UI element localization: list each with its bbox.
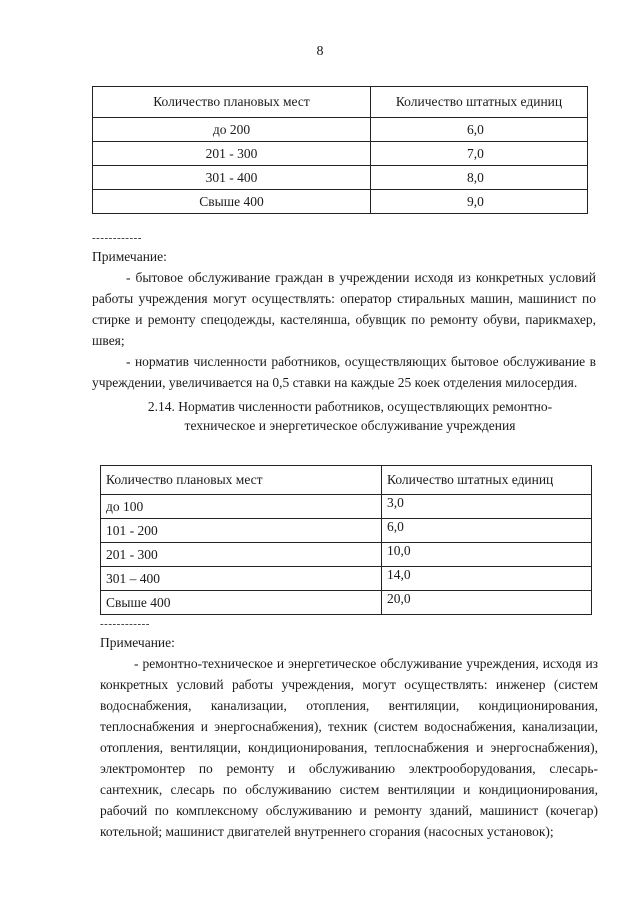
table-row [101, 591, 592, 615]
cell-staff-units: 8,0 [371, 166, 588, 190]
note-title: Примечание: [92, 249, 167, 264]
section-heading: 2.14. Норматив численности работников, осуществляющих ремонтно-техническое и энергетическое обслуживание учреждения [147, 399, 553, 433]
cell-staff-units: 10,0 [382, 543, 592, 567]
cell-staff-units: 14,0 [382, 567, 592, 591]
cell-staff-units: 7,0 [371, 142, 588, 166]
table-row [101, 519, 592, 543]
header-places: Количество плановых мест [101, 466, 382, 495]
cell-places: 301 - 400 [93, 166, 371, 190]
cell-places: 101 - 200 [101, 519, 382, 543]
table-row [101, 495, 592, 519]
note-1 [92, 246, 596, 393]
note-title: Примечание: [100, 635, 175, 650]
separator-line: ------------ [92, 232, 142, 244]
cell-places: Свыше 400 [93, 190, 371, 214]
header-staff-units: Количество штатных единиц [382, 466, 592, 495]
cell-places: Свыше 400 [101, 591, 382, 615]
cell-staff-units: 3,0 [382, 495, 592, 519]
table-row [93, 190, 588, 214]
note-item: - ремонтно-техническое и энергетическое обслуживание учреждения, исходя из конкретных условий работы учреждения, могут осуществлять: инженер (систем водоснабжения, канализации, отопления, вентиляции, кондиционирования, теплоснабжения и энергоснабжения), техник (систем водоснабжения, канализации, отопления, вентиляции, кондиционирования, теплоснабжения и энергоснабжения), электромонтер по ремонту и обслуживанию электрооборудования, слесарь-сантехник, слесарь по обслуживанию систем вентиляции и кондиционирования, рабочий по комплексному обслуживанию и ремонту зданий, машинист (кочегар) котельной; машинист двигателей внутреннего сгорания (насосных установок); [100, 656, 598, 839]
cell-places: до 200 [93, 118, 371, 142]
note-item: - бытовое обслуживание граждан в учреждении исходя из конкретных условий работы учреждения могут осуществлять: оператор стиральных машин, машинист по стирке и ремонту спецодежды, кастелянша, обувщик по ремонту обуви, парикмахер, швея; [92, 270, 596, 348]
table-row [93, 118, 588, 142]
note-2 [100, 632, 598, 842]
table-header-row [101, 466, 592, 495]
cell-places: 301 – 400 [101, 567, 382, 591]
staff-norm-table-1 [92, 86, 588, 214]
table-row [101, 543, 592, 567]
separator-line: ------------ [100, 618, 150, 630]
cell-staff-units: 20,0 [382, 591, 592, 615]
cell-staff-units: 9,0 [371, 190, 588, 214]
note-item: - норматив численности работников, осуществляющих бытовое обслуживание в учреждении, увеличивается на 0,5 ставки на каждые 25 коек отделения милосердия. [92, 354, 596, 390]
cell-places: 201 - 300 [101, 543, 382, 567]
header-places: Количество плановых мест [93, 87, 371, 118]
cell-staff-units: 6,0 [382, 519, 592, 543]
cell-places: 201 - 300 [93, 142, 371, 166]
header-staff-units: Количество штатных единиц [371, 87, 588, 118]
cell-places: до 100 [101, 495, 382, 519]
cell-staff-units: 6,0 [371, 118, 588, 142]
staff-norm-table-2 [100, 465, 592, 615]
table-row [93, 166, 588, 190]
table-row [93, 142, 588, 166]
table-header-row [93, 87, 588, 118]
page-number: 8 [316, 44, 324, 59]
table-row [101, 567, 592, 591]
